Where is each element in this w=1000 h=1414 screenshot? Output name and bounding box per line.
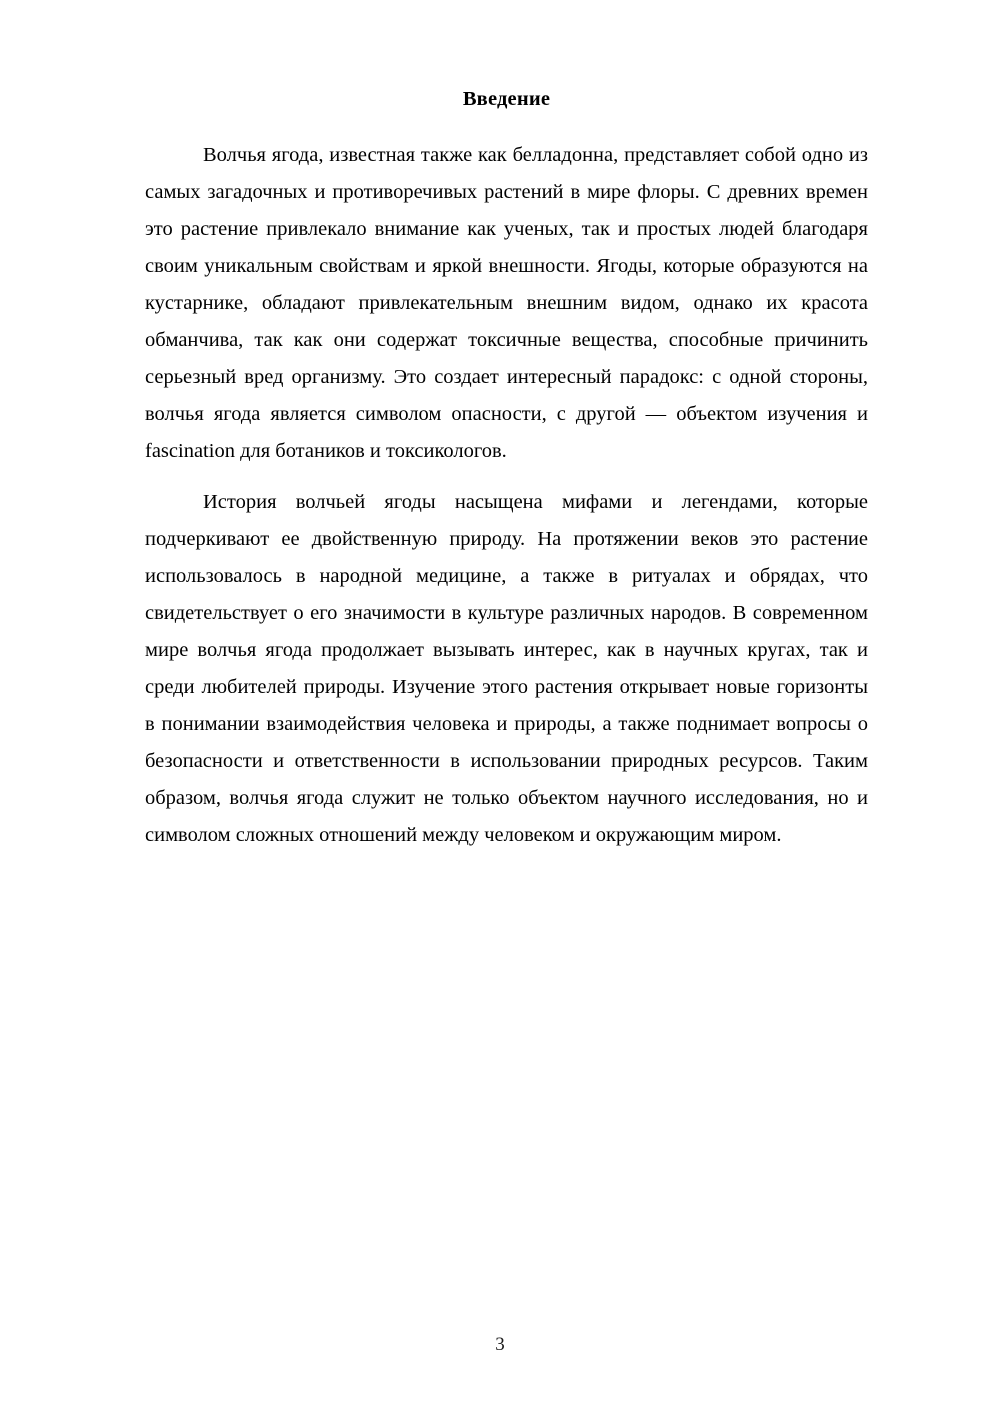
page-number: 3	[495, 1334, 505, 1355]
body-paragraph: Волчья ягода, известная также как белладонна, представляет собой одно из самых загадочных и противоречивых растений в мире флоры. С древних времен это растение привлекало внимание как ученых, так и простых людей благодаря своим уникальным свойствам и яркой внешности. Ягоды, которые образуются на кустарнике, обладают привлекательным внешним видом, однако их красота обманчива, так как они содержат токсичные вещества, способные причинить серьезный вред организму. Это создает интересный парадокс: с одной стороны, волчья ягода является символом опасности, с другой — объектом изучения и fascination для ботаников и токсикологов.	[145, 144, 868, 462]
page-title: Введение	[462, 88, 551, 110]
body-paragraph: История волчьей ягоды насыщена мифами и легендами, которые подчеркивают ее двойственную природу. На протяжении веков это растение использовалось в народной медицине, а также в ритуалах и обрядах, что свидетельствует о его значимости в культуре различных народов. В современном мире волчья ягода продолжает вызывать интерес, как в научных кругах, так и среди любителей природы. Изучение этого растения открывает новые горизонты в понимании взаимодействия человека и природы, а также поднимает вопросы о безопасности и ответственности в использовании природных ресурсов. Таким образом, волчья ягода служит не только объектом научного исследования, но и символом сложных отношений между человеком и окружающим миром.	[145, 491, 868, 846]
